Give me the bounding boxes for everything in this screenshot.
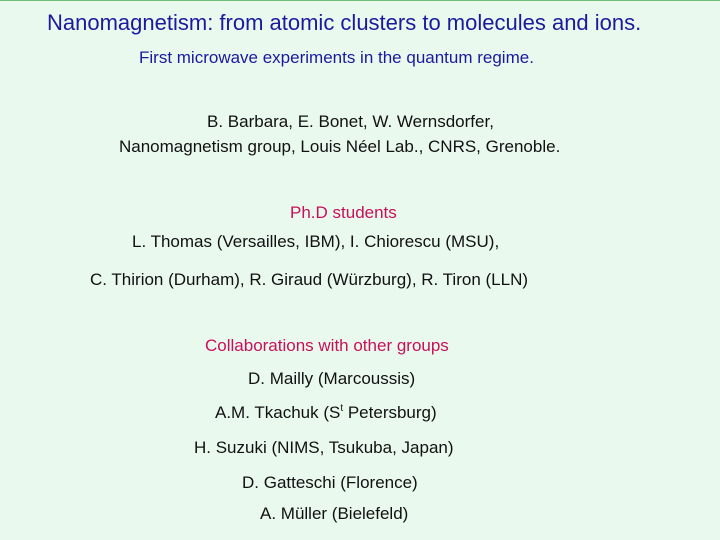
phd-heading: Ph.D students <box>290 203 397 222</box>
collaborator-gatteschi: D. Gatteschi (Florence) <box>242 473 418 492</box>
phd-line-2: C. Thirion (Durham), R. Giraud (Würzburg), R. Tiron (LLN) <box>90 270 529 289</box>
collaborations-heading: Collaborations with other groups <box>205 336 449 355</box>
collaborator-suzuki: H. Suzuki (NIMS, Tsukuba, Japan) <box>194 438 454 457</box>
collaborator-tkachuk <box>215 404 437 421</box>
slide-title: Nanomagnetism: from atomic clusters to molecules and ions. <box>47 10 642 35</box>
collaborator-mailly: D. Mailly (Marcoussis) <box>248 369 416 388</box>
top-border <box>0 0 720 1</box>
tkachuk-text-after: Petersburg) <box>343 403 437 422</box>
authors-line-1: B. Barbara, E. Bonet, W. Wernsdorfer, <box>207 112 494 131</box>
tkachuk-text-before: A.M. Tkachuk (S <box>215 403 341 422</box>
collaborator-muller: A. Müller (Bielefeld) <box>260 504 409 523</box>
slide-subtitle: First microwave experiments in the quantum regime. <box>139 48 534 67</box>
authors-line-2: Nanomagnetism group, Louis Néel Lab., CNRS, Grenoble. <box>119 137 561 156</box>
tkachuk-superscript: t <box>340 403 344 414</box>
phd-line-1: L. Thomas (Versailles, IBM), I. Chiorescu (MSU), <box>132 232 500 251</box>
